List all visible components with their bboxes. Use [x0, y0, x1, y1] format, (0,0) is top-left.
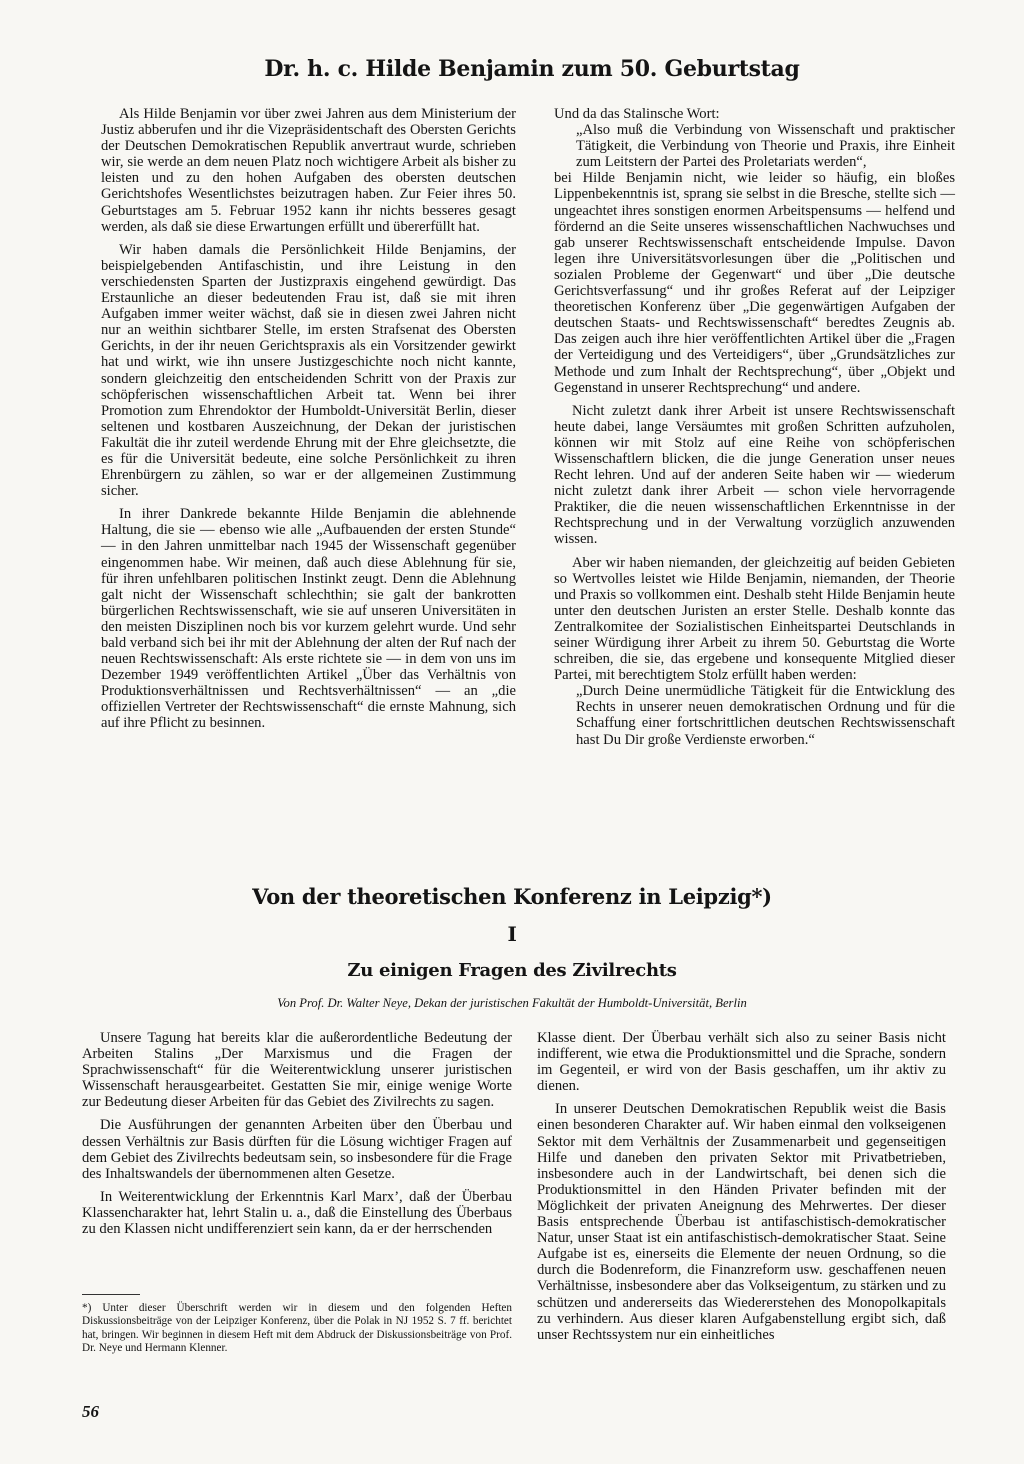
footnote-divider — [82, 1294, 140, 1295]
paragraph: Wir haben damals die Persönlichkeit Hilde Benjamins, der beispielgebenden Antifaschistin, und ihre Leistung in den verschiedensten Sparten der Justizpraxis eingehend gewürdigt. Das Erstaunliche an dieser bedeutenden Frau ist, daß sie mit ihren Aufgaben immer weiter wächst, daß sie in diesen zwei Jahren nicht nur an weithin sichtbarer Stelle, im ersten Strafsenat des Obersten Gerichts, in der ihr neuen Gerichtspraxis als ein Vorsitzender gewirkt hat und wirkt, wie ihn unsere Justizgeschichte noch nicht kannte, sondern gleichzeitig den entscheidenden Schritt von der Praxis zur schöpferischen wissenschaftlichen Arbeit tat. Wenn bei ihrer Promotion zum Ehrendoktor der Humboldt-Universität Berlin, dieser seltenen und kostbaren Auszeichnung, der Dekan der juristischen Fakultät die ihr zuteil werdende Ehrung mit der Ehre gleichsetzte, die es für die Universität bedeute, eine solche Persönlichkeit zu ihren Ehrenbürgern zu zählen, so war er der allgemeinen Zustimmung sicher. — [101, 241, 516, 500]
part-number: I — [507, 922, 517, 946]
stalin-quote: „Also muß die Verbindung von Wissenschaft und praktischer Tätigkeit, die Verbindung von Theorie und Praxis, ihre Einheit zum Leitstern der Partei des Proletariats werden“, — [576, 122, 955, 171]
paragraph: Und da das Stalinsche Wort: — [554, 106, 720, 122]
article-subtitle: Zu einigen Fragen des Zivilrechts — [347, 960, 677, 981]
article1-column-left — [101, 106, 516, 739]
paragraph: Als Hilde Benjamin vor über zwei Jahren aus dem Ministerium der Justiz abberufen und ihr die Vizepräsidentschaft des Obersten Gerichts der Deutschen Demokratischen Republik anvertraut wurde, schrieben wir, sie werde an dem neuen Platz noch wichtigere Arbeit als bisher zu leisten und zu den hohen Aufgaben des obersten deutschen Gerichtshofes Wesentlichstes beizutragen haben. Zur Feier ihres 50. Geburtstages am 5. Februar 1952 kann ihr nichts besseres gesagt werden, als daß sie diese Erwartungen erfüllt und übererfüllt hat. — [101, 106, 516, 235]
paragraph: Klasse dient. Der Überbau verhält sich also zu seiner Basis nicht indifferent, wie etwa die Produktionsmittel und die Sprache, sondern im Gegenteil, er wird von der Basis geschaffen, um ihr aktiv zu dienen. — [537, 1030, 946, 1095]
paragraph: Die Ausführungen der genannten Arbeiten über den Überbau und dessen Verhältnis zur Basis dürften für die Lösung wichtiger Fragen auf dem Gebiet des Zivilrechts bedeutsam sein, so insbesondere für die Frage des Inhaltswandels der übernommenen alten Gesetze. — [82, 1117, 512, 1182]
paragraph: In unserer Deutschen Demokratischen Republik weist die Basis einen besonderen Charakter auf. Wir haben einmal den volkseigenen Sektor mit dem Verhältnis der Zusammenarbeit und gegenseitigen Hilfe und daneben den privaten Sektor mit Privatbetrieben, insbesondere auch in der Landwirtschaft, bei denen sich die Produktionsmittel in den Händen Privater befinden mit der Möglichkeit der privaten Aneignung des Mehrwertes. Der dieser Basis entsprechende Überbau ist antifaschistisch-demokratischer Natur, unser Staat ist ein antifaschistisch-demokratischer Staat. Seine Aufgabe ist es, einerseits die Elemente der neuen Ordnung, so die durch die Bodenreform, die Finanzreform usw. geschaffenen neuen Verhältnisse, insbesondere aber das Volkseigentum, zu stärken und zu schützen und andererseits das Wiedererstehen des Monopolkapitals zu verhindern. Aus dieser klaren Aufgabenstellung ergibt sich, daß unser Rechtssystem nur ein einheitliches — [537, 1101, 946, 1343]
page-number: 56 — [82, 1402, 99, 1421]
footnote: *) Unter dieser Überschrift werden wir in diesem und den folgenden Heften Diskussionsbeiträge von der Leipziger Konferenz, über die Polak in NJ 1952 S. 7 ff. berichtet hat, bringen. Wir beginnen in diesem Heft mit dem Abdruck der Diskussionsbeiträge von Prof. Dr. Neye und Hermann Klenner. — [82, 1302, 512, 1354]
paragraph: In Weiterentwicklung der Erkenntnis Karl Marx’, daß der Überbau Klassencharakter hat, lehrt Stalin u. a., daß die Einstellung des Überbaus zu den Klassen nicht undifferenziert sein kann, da er der herrschenden — [82, 1188, 512, 1238]
author-byline: Von Prof. Dr. Walter Neye, Dekan der juristischen Fakultät der Humboldt-Universität, Berlin — [277, 996, 747, 1010]
paragraph: Unsere Tagung hat bereits klar die außerordentliche Bedeutung der Arbeiten Stalins „Der Marxismus und die Fragen der Sprachwissenschaft“ für die Weiterentwicklung unserer juristischen Wissenschaft herausgearbeitet. Gestatten Sie mir, einige wenige Worte zur Bedeutung dieser Arbeiten für das Gebiet des Zivilrechts zu sagen. — [82, 1030, 512, 1111]
paragraph: In ihrer Dankrede bekannte Hilde Benjamin die ablehnende Haltung, die sie — ebenso wie alle „Aufbauenden der ersten Stunde“ — in den Jahren unmittelbar nach 1945 der Wissenschaft gegenüber eingenommen habe. Wir meinen, daß auch diese Ablehnung für sie, für ihren unfehlbaren politischen Instinkt zeugt. Denn die Ablehnung galt nicht der Wissenschaft schlechthin; sie galt der bankrotten bürgerlichen Rechtswissenschaft, wie sie auf unseren Universitäten in den meisten Disziplinen noch bis vor kurzem gelehrt wurde. Und sehr bald verband sich bei ihr mit der Ablehnung der alten der Ruf nach der neuen Rechtswissenschaft: Als erste richtete sie — in dem von uns im Dezember 1949 veröffentlichten Artikel „Über das Verhältnis von Produktionsverhältnissen und Rechtsverhältnissen“ — an „die offiziellen Vertreter der Rechtswissenschaft“ die ernste Mahnung, sich auf ihre Pflicht zu besinnen. — [101, 506, 516, 732]
article2-column-left — [82, 1030, 512, 1244]
paragraph: bei Hilde Benjamin nicht, wie leider so häufig, ein bloßes Lippenbekenntnis ist, sprang sie selbst in die Bresche, stellte sich — ungeachtet ihres sonstigen enormen Arbeitspensums — helfend und fördernd an die Seite unseres wissenschaftlichen Nachwuchses und gab unserer Rechtswissenschaft entscheidende Impulse. Davon legen ihre Universitätsvorlesungen über die „Politischen und sozialen Probleme der Gegenwart“ und über „Die deutsche Gerichtsverfassung“ und ihr großes Referat auf der Leipziger theoretischen Konferenz über „Die gegenwärtigen Aufgaben der deutschen Staats- und Rechtswissenschaft“ beredtes Zeugnis ab. Das zeigen auch ihre hier veröffentlichten Artikel über die „Fragen der Verteidigung und des Verteidigers“, über „Grundsätzliches zur Methode und zum Inhalt der Rechtsprechung“, über „Objekt und Gegenstand in unserer Rechtsprechung“ und andere. — [554, 170, 955, 396]
paragraph: Aber wir haben niemanden, der gleichzeitig auf beiden Gebieten so Wertvolles leistet wie Hilde Benjamin, niemanden, der Theorie und Praxis so vollkommen eint. Deshalb steht Hilde Benjamin heute unter den deutschen Juristen an erster Stelle. Deshalb konnte das Zentralkomitee der Sozialistischen Einheitspartei Deutschlands in seiner Würdigung ihrer Arbeit zu ihrem 50. Geburtstag die Worte schreiben, die sie, das ergebene und konsequente Mitglied dieser Partei, mit berechtigtem Stolz erfüllt haben werden: — [554, 554, 955, 684]
paragraph: Nicht zuletzt dank ihrer Arbeit ist unsere Rechtswissenschaft heute dabei, lange Versäumtes mit großen Schritten aufzuholen, können wir mit Stolz auf eine Reihe von schöpferischen Wissenschaftlern blicken, die die junge Generation unser neues Recht lehren. Und auf der anderen Seite haben wir — wiederum nicht zuletzt dank ihrer Arbeit — schon viele hervorragende Praktiker, die die neuen wissenschaftlichen Erkenntnisse in der Rechtsprechung und in der Verwaltung vorzüglich anzuwenden wissen. — [554, 402, 955, 548]
article-title-konferenz: Von der theoretischen Konferenz in Leipzig*) — [252, 884, 772, 909]
article-title-benjamin: Dr. h. c. Hilde Benjamin zum 50. Geburtstag — [264, 56, 800, 82]
article1-column-right — [554, 106, 955, 748]
zk-quote: „Durch Deine unermüdliche Tätigkeit für die Entwicklung des Rechts in unserer neuen demokratischen Ordnung und für die Schaffung einer fortschrittlichen deutschen Rechtswissenschaft hast Du Dir große Verdienste erworben.“ — [576, 683, 955, 748]
article2-column-right — [537, 1030, 946, 1350]
